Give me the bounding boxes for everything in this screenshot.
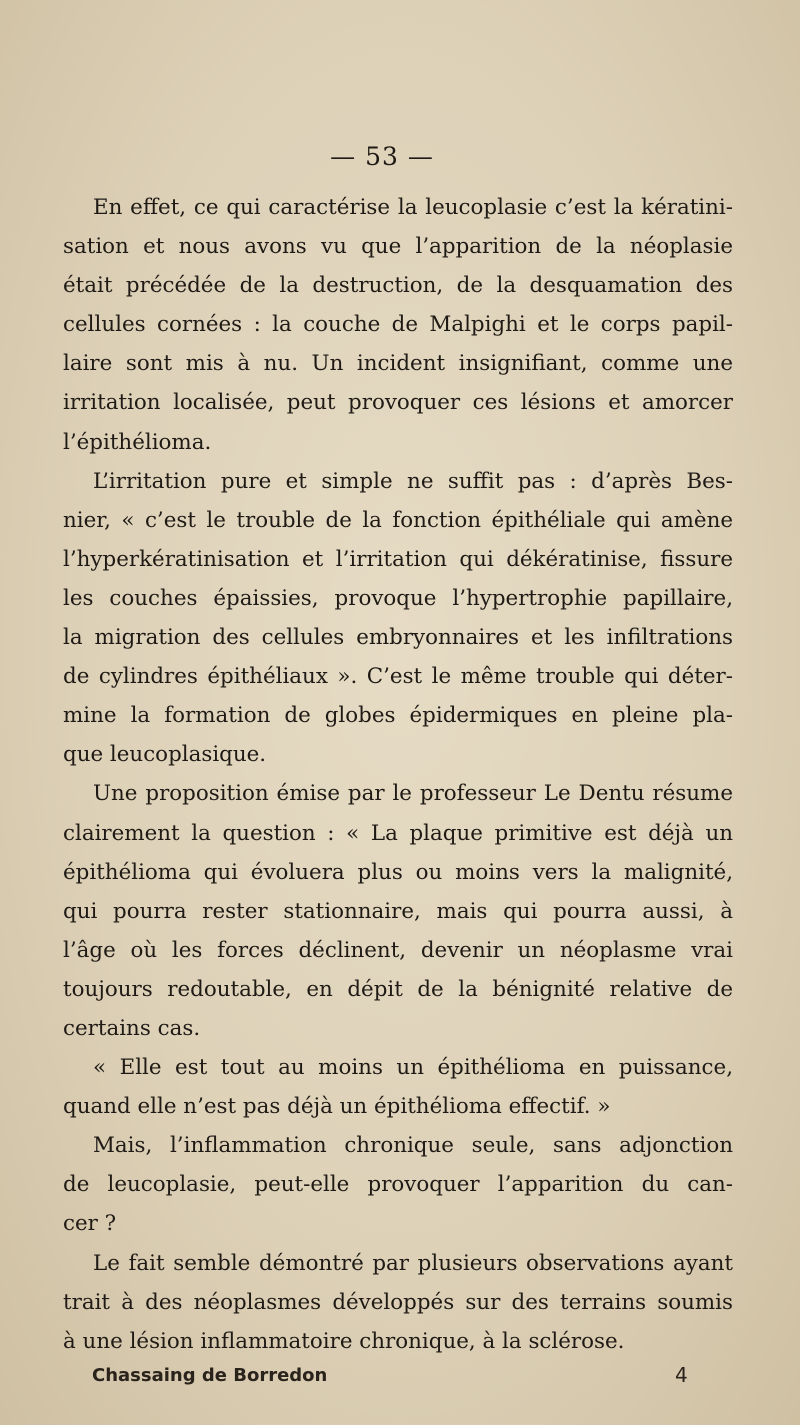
text-line: cer ? — [63, 1211, 117, 1237]
text-line: En effet, ce qui caractérise la leucoplasie c’est la kératini- — [93, 195, 733, 220]
text-line: épithélioma qui évoluera plus ou moins vers la malignité, — [63, 859, 733, 885]
text-line: Mais, l’inflammation chronique seule, sans adjonction — [93, 1133, 733, 1159]
text-line: sation et nous avons vu que l’apparition de la néoplasie — [63, 234, 733, 260]
text-line: toujours redoutable, en dépit de la bénignité relative de — [63, 976, 733, 1002]
signature-mark: Chassaing de Borredon — [92, 1365, 328, 1386]
body-text — [63, 188, 733, 1361]
text-line: L’irritation pure et simple ne suffit pas : d’après Bes- — [93, 468, 733, 494]
text-line: de cylindres épithéliaux ». C’est le même trouble qui déter- — [63, 664, 733, 690]
text-line: l’hyperkératinisation et l’irritation qui dékératinise, fissure — [63, 546, 733, 572]
page-number: — 53 — — [330, 142, 434, 171]
text-line: l’épithélioma. — [63, 429, 212, 455]
text-line: la migration des cellules embryonnaires et les infiltrations — [63, 625, 733, 651]
text-line: était précédée de la destruction, de la desquamation des — [63, 273, 733, 299]
text-line: quand elle n’est pas déjà un épithélioma effectif. » — [63, 1094, 611, 1120]
text-line: clairement la question : « La plaque primitive est déjà un — [63, 820, 733, 846]
text-line: Le fait semble démontré par plusieurs observations ayant — [93, 1250, 733, 1276]
text-line: mine la formation de globes épidermiques en pleine pla- — [63, 703, 733, 729]
text-line: Une proposition émise par le professeur Le Dentu résume — [93, 781, 733, 807]
text-line: que leucoplasique. — [63, 742, 267, 768]
text-line: l’âge où les forces déclinent, devenir un néoplasme vrai — [63, 937, 733, 963]
text-line: « Elle est tout au moins un épithélioma en puissance, — [93, 1055, 733, 1081]
text-line: irritation localisée, peut provoquer ces lésions et amorcer — [63, 390, 733, 416]
text-line: cellules cornées : la couche de Malpighi et le corps papil- — [63, 312, 733, 338]
text-line: à une lésion inflammatoire chronique, à la sclérose. — [63, 1328, 625, 1354]
sheet-number: 4 — [675, 1363, 688, 1387]
text-line: trait à des néoplasmes développés sur des terrains soumis — [63, 1289, 733, 1315]
text-line: les couches épaissies, provoque l’hypertrophie papillaire, — [63, 585, 733, 611]
text-line: certains cas. — [63, 1015, 201, 1041]
text-line: de leucoplasie, peut-elle provoquer l’apparition du can- — [63, 1172, 733, 1198]
text-line: qui pourra rester stationnaire, mais qui pourra aussi, à — [63, 898, 733, 924]
text-line: nier, « c’est le trouble de la fonction épithéliale qui amène — [63, 507, 733, 533]
text-line: laire sont mis à nu. Un incident insignifiant, comme une — [63, 351, 733, 377]
